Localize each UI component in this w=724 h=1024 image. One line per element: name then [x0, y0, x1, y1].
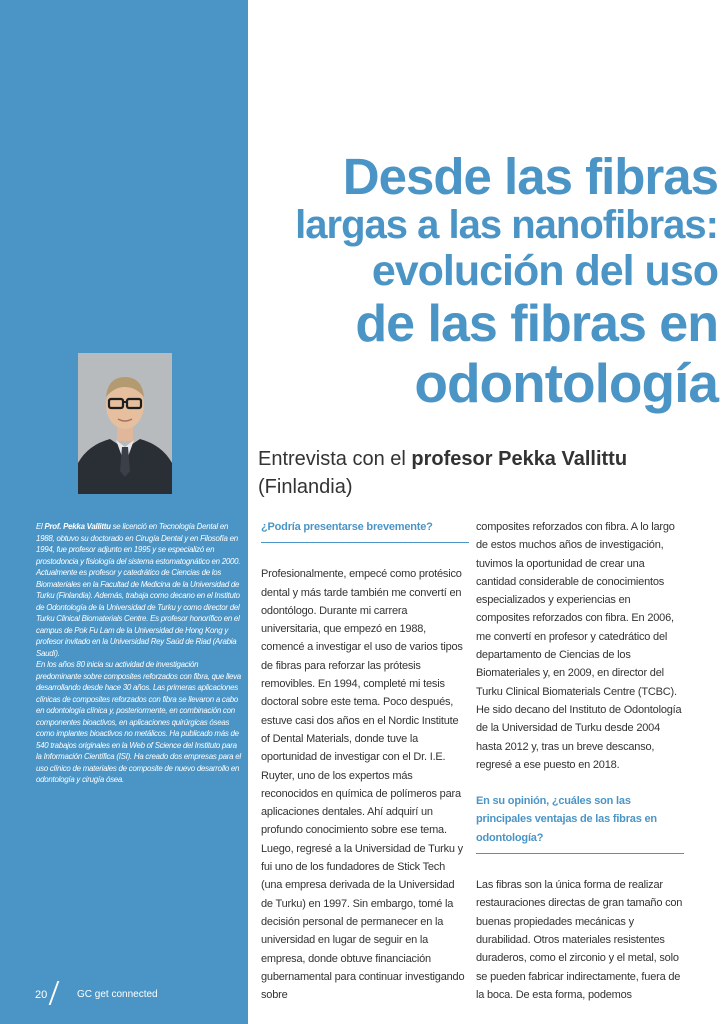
title-line-4: de las fibras en [355, 295, 718, 353]
article-column-2 [476, 518, 684, 1004]
question-1: ¿Podría presentarse brevemente? [261, 518, 469, 543]
article-subtitle [258, 445, 698, 501]
bio-text-1: se licenció en Tecnología Dental en 1988, obtuvo su doctorado en Cirugía Dental y en Filosofía en 1994, fue profesor adjunto en 1995 y se especializó en prostodoncia y fisiología del sistema estomatognático en 2000. Actualmente es profesor y catedrático de Ciencias de los Biomateriales en la Facultad de Medicina de la Universidad de Turku (Finlandia). Además, trabaja como decano en el Instituto de Odontología de la Universidad de Turku y como director del Turku Clinical Biomaterials Centre. Es profesor honorífico en el campus de Pok Fu Lam de la Universidad de Hong Kong y profesor invitado en la Universidad Rey Saúd de Riad (Arabia Saudí). [36, 522, 241, 658]
bio-paragraph-1: El Prof. Pekka Vallittu se licenció en Tecnología Dental en 1988, obtuvo su doctorado en Cirugía Dental y en Filosofía en 1994, fue profesor adjunto en 1995 y se especializó en prostodoncia y fisiología del sistema estomatognático en 2000. Actualmente es profesor y catedrático de Ciencias de los Biomateriales en la Facultad de Medicina de la Universidad de Turku (Finlandia). Además, trabaja como decano en el Instituto de Odontología de la Universidad de Turku y como director del Turku Clinical Biomaterials Centre. Es profesor honorífico en el campus de Pok Fu Lam de la Universidad de Hong Kong y profesor invitado en la Universidad Rey Saúd de Riad (Arabia Saudí). [36, 522, 241, 658]
title-line-5: odontología [414, 352, 718, 414]
article-column-1 [261, 518, 469, 1004]
answer-2: Las fibras son la única forma de realizar restauraciones directas de gran tamaño con buenas propiedades mecánicas y durabilidad. Otros materiales resistentes duraderos, como el zirconio y el metal, solo se pueden fabricar indirectamente, fuera de la boca. De esta forma, podemos [476, 879, 683, 1001]
article-title [256, 150, 718, 414]
subtitle-interviewee: profesor Pekka Vallittu [411, 448, 628, 470]
bio-name: Prof. Pekka Vallittu [44, 522, 111, 531]
page-number: 20 [35, 989, 48, 1001]
author-portrait [78, 353, 172, 494]
slash-divider [49, 981, 60, 1005]
subtitle-country: (Finlandia) [258, 476, 353, 498]
sidebar-panel [0, 0, 248, 1024]
author-bio [36, 521, 244, 786]
bio-paragraph-2: En los años 80 inicia su actividad de investigación predominante sobre composites reforzados con fibra, que lleva desarrollando desde hace 30 años. Las primeras aplicaciones clínicas de composites reforzados con fibra se llevaron a cabo en odontología clínica y, posteriormente, en combinación con componentes bioactivos, en aplicaciones quirúrgicas óseas como implantes bioactivos no metálicos. Ha publicado más de 540 trabajos originales en la Web of Science del Instituto para la Información Científica (ISI). Ha creado dos empresas para el uso clínico de materiales de composite de nuevo desarrollo en odontología y cirugía ósea. [36, 660, 241, 784]
title-line-2: largas a las nanofibras: [295, 203, 718, 247]
title-line-3: evolución del uso [371, 247, 718, 295]
question-2: En su opinión, ¿cuáles son las principales ventajas de las fibras en odontología? [476, 792, 684, 854]
subtitle-prefix: Entrevista con el [258, 448, 406, 470]
footer-brand: GC get connected [77, 989, 158, 1000]
title-line-1: Desde las fibras [342, 148, 718, 205]
answer-1-part-1: Profesionalmente, empecé como protésico dental y más tarde también me convertí en odontólogo. Durante mi carrera universitaria, que empezó en 1988, comencé a investigar el uso de varios tipos de fibras para reforzar las prótesis removibles. En 1994, completé mi tesis doctoral sobre este tema. Poco después, estuve casi dos años en el Nordic Institute of Dental Materials, donde tuve la oportunidad de investigar con el Dr. I.E. Ruyter, uno de los expertos más reconocidos en química de polímeros para aplicaciones dentales. Ahí adquirí un profundo conocimiento sobre ese tema. Luego, regresé a la Universidad de Turku y fui uno de los fundadores de Stick Tech (una empresa derivada de la Universidad de Turku) en 1997. Sin embargo, tomé la decisión personal de permanecer en la universidad en lugar de seguir en la empresa, donde obtuve financiación gubernamental para continuar investigando sobre [261, 568, 465, 1002]
answer-1-part-2: composites reforzados con fibra. A lo largo de estos muchos años de investigación, tuvimos la oportunidad de crear una cantidad considerable de conocimientos especializados y experiencias en composites reforzados con fibra. En 2006, me convertí en profesor y catedrático del departamento de Ciencias de los Biomateriales y, en 2009, en director del Turku Clinical Biomaterials Centre (TCBC). He sido decano del Instituto de Odontología de la Universidad de Turku desde 2004 hasta 2012 y, tras un breve descanso, regresé a ese puesto en 2018. [476, 521, 682, 771]
